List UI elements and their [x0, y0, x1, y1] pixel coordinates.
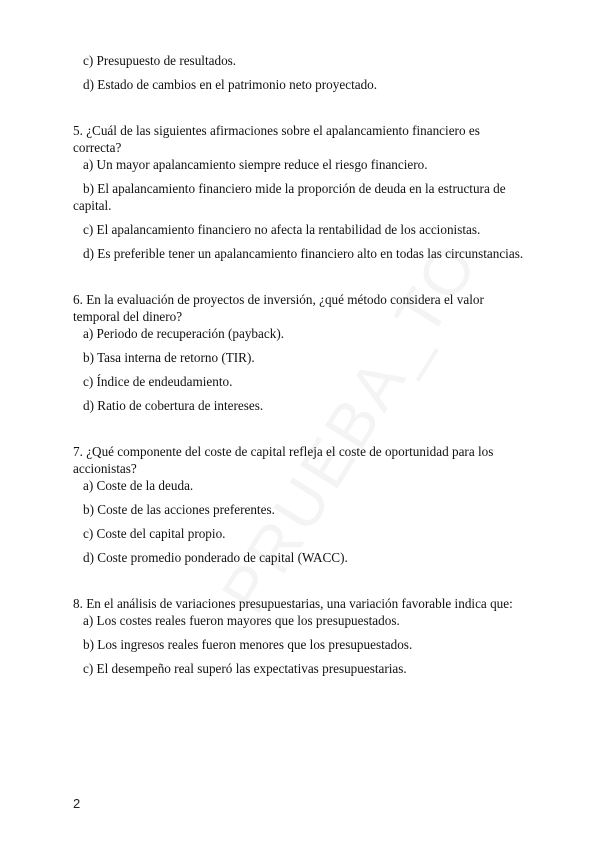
question-5-text: 5. ¿Cuál de las siguientes afirmaciones sobre el apalancamiento financiero es correcta? — [73, 123, 480, 155]
question-5-option-b-text: b) El apalancamiento financiero mide la proporción de deuda en la estructura de capital. — [73, 181, 506, 213]
spacer — [73, 421, 527, 443]
question-5-option-d — [73, 245, 527, 262]
question-8-option-c: c) El desempeño real superó las expectativas presupuestarias. — [83, 661, 407, 676]
question-5-option-c: c) El apalancamiento financiero no afecta la rentabilidad de los accionistas. — [83, 222, 481, 237]
spacer — [73, 269, 527, 291]
question-5 — [73, 122, 527, 262]
question-7 — [73, 443, 527, 566]
question-6 — [73, 291, 527, 414]
option-c: c) Presupuesto de resultados. — [83, 53, 237, 68]
question-6-option-d: d) Ratio de cobertura de intereses. — [83, 398, 264, 413]
question-7-option-b: b) Coste de las acciones preferentes. — [83, 502, 275, 517]
question-8-option-a: a) Los costes reales fueron mayores que los presupuestados. — [83, 613, 400, 628]
question-8-text: 8. En el análisis de variaciones presupuestarias, una variación favorable indica que: — [73, 596, 513, 611]
question-6-option-b: b) Tasa interna de retorno (TIR). — [83, 350, 255, 365]
question-7-option-c: c) Coste del capital propio. — [83, 526, 226, 541]
question-7-text: 7. ¿Qué componente del coste de capital refleja el coste de oportunidad para los accionistas? — [73, 444, 494, 476]
option-d: d) Estado de cambios en el patrimonio neto proyectado. — [83, 77, 378, 92]
question-6-text: 6. En la evaluación de proyectos de inversión, ¿qué método considera el valor temporal del dinero? — [73, 292, 484, 324]
question-5-option-d-text: d) Es preferible tener un apalancamiento financiero alto en todas las circunstancias. — [83, 246, 524, 261]
question-7-option-a: a) Coste de la deuda. — [83, 478, 194, 493]
leading-options — [73, 52, 527, 93]
question-5-option-b — [73, 180, 527, 214]
question-5-option-a: a) Un mayor apalancamiento siempre reduce el riesgo financiero. — [83, 157, 428, 172]
spacer — [73, 573, 527, 595]
page-number: 2 — [73, 796, 81, 811]
spacer — [73, 100, 527, 122]
question-8 — [73, 595, 527, 677]
question-8-option-b: b) Los ingresos reales fueron menores que los presupuestados. — [83, 637, 413, 652]
document-body — [73, 52, 527, 684]
question-7-option-d: d) Coste promedio ponderado de capital (WACC). — [83, 550, 348, 565]
question-6-option-a: a) Periodo de recuperación (payback). — [83, 326, 285, 341]
question-6-option-c: c) Índice de endeudamiento. — [83, 374, 233, 389]
